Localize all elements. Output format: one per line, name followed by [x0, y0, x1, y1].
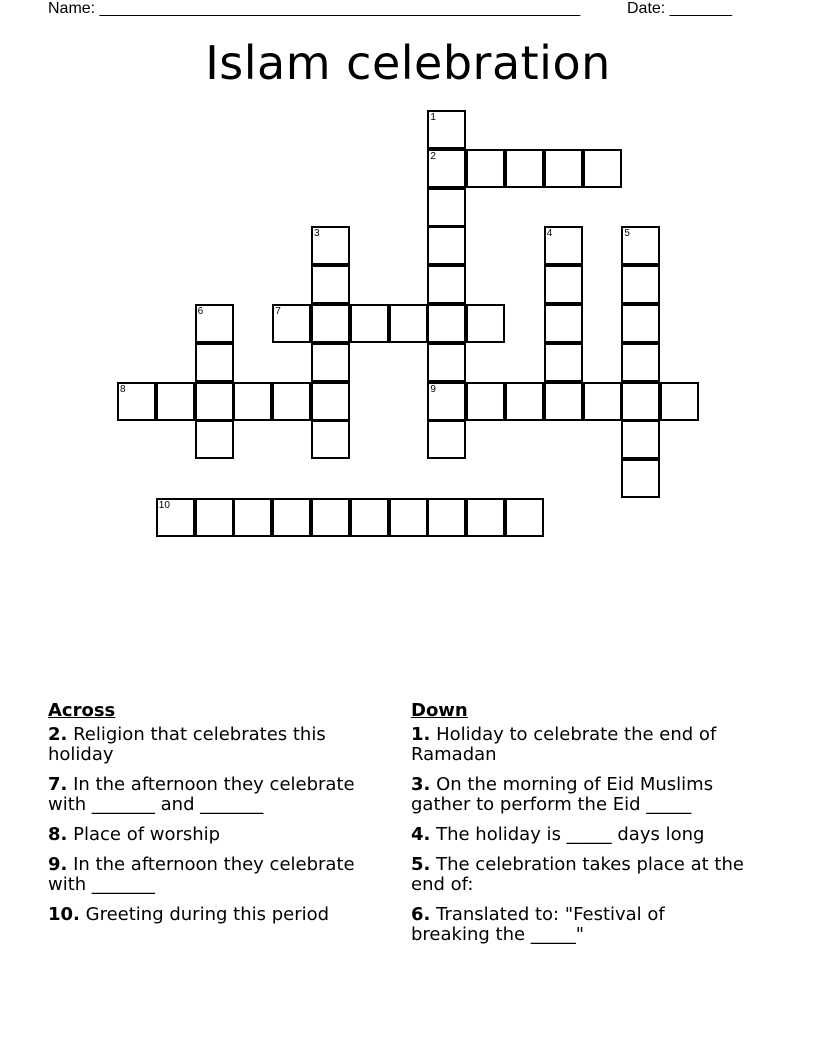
grid-cell[interactable]	[427, 265, 466, 304]
grid-cell[interactable]	[311, 343, 350, 382]
grid-cell[interactable]	[544, 304, 583, 343]
grid-cell[interactable]	[660, 382, 699, 421]
clue-number: 7.	[48, 774, 68, 795]
grid-cell[interactable]	[195, 420, 234, 459]
clue-text: Holiday to celebrate the end of Ramadan	[411, 724, 717, 765]
clue-text: In the afternoon they celebrate with _______	[48, 854, 355, 895]
clue-across-8	[48, 825, 366, 845]
grid-cell[interactable]	[427, 382, 466, 421]
grid-cell[interactable]	[156, 382, 195, 421]
clue-number: 4.	[411, 824, 431, 845]
clue-text: Place of worship	[73, 824, 221, 845]
grid-cell[interactable]	[466, 382, 505, 421]
grid-cell[interactable]	[311, 304, 350, 343]
clue-number: 3.	[411, 774, 431, 795]
grid-cell[interactable]	[350, 498, 389, 537]
clue-number: 10.	[48, 904, 80, 925]
grid-cell[interactable]	[233, 382, 272, 421]
clue-across-10	[48, 905, 366, 925]
cell-number: 10	[158, 500, 170, 511]
cell-number: 9	[430, 383, 436, 395]
grid-cell[interactable]	[466, 149, 505, 188]
page-title: Islam celebration	[205, 36, 611, 90]
clue-number: 8.	[48, 824, 68, 845]
cell-number: 1	[430, 112, 436, 123]
grid-cell[interactable]	[311, 382, 350, 421]
grid-cell[interactable]	[311, 498, 350, 537]
cell-number: 4	[546, 228, 553, 240]
grid-cell[interactable]	[233, 498, 272, 537]
grid-cell[interactable]	[466, 498, 505, 537]
cell-number: 2	[430, 150, 436, 162]
grid-cell[interactable]	[505, 382, 544, 421]
clue-down-5	[411, 855, 746, 895]
grid-cell[interactable]	[195, 498, 234, 537]
grid-cell[interactable]	[583, 149, 622, 188]
down-heading: Down	[411, 700, 468, 721]
grid-cell[interactable]	[389, 304, 428, 343]
clue-across-9	[48, 855, 366, 895]
cell-number: 3	[314, 228, 320, 240]
grid-cell[interactable]	[427, 149, 466, 188]
grid-cell[interactable]	[117, 382, 156, 421]
grid-cell[interactable]	[311, 226, 350, 265]
grid-cell[interactable]	[621, 265, 660, 304]
grid-cell[interactable]	[311, 420, 350, 459]
grid-cell[interactable]	[427, 498, 466, 537]
date-line: Date: _______	[627, 0, 732, 17]
grid-cell[interactable]	[621, 226, 660, 265]
clue-down-3	[411, 775, 746, 815]
clue-text: The celebration takes place at the end of:	[411, 854, 744, 895]
grid-cell[interactable]	[544, 265, 583, 304]
name-line: Name: ______________________________________________________	[48, 0, 581, 17]
grid-cell[interactable]	[427, 343, 466, 382]
grid-cell[interactable]	[272, 382, 311, 421]
clue-number: 2.	[48, 724, 68, 745]
grid-cell[interactable]	[195, 382, 234, 421]
grid-cell[interactable]	[427, 304, 466, 343]
grid-cell[interactable]	[427, 188, 466, 227]
cell-number: 6	[197, 306, 204, 317]
grid-cell[interactable]	[583, 382, 622, 421]
grid-cell[interactable]	[350, 304, 389, 343]
cell-number: 7	[275, 306, 281, 317]
clue-across-2	[48, 725, 366, 765]
grid-cell[interactable]	[505, 498, 544, 537]
clue-text: Greeting during this period	[85, 904, 330, 925]
grid-cell[interactable]	[544, 226, 583, 265]
clue-number: 1.	[411, 724, 431, 745]
cell-number: 5	[624, 228, 630, 240]
grid-cell[interactable]	[195, 343, 234, 382]
across-clues	[48, 701, 366, 935]
grid-cell[interactable]	[272, 498, 311, 537]
grid-cell[interactable]	[466, 304, 505, 343]
grid-cell[interactable]	[311, 265, 350, 304]
grid-cell[interactable]	[389, 498, 428, 537]
grid-cell[interactable]	[427, 110, 466, 149]
clue-number: 5.	[411, 854, 431, 875]
clue-number: 9.	[48, 854, 68, 875]
clue-text: The holiday is _____ days long	[436, 824, 705, 845]
grid-cell[interactable]	[505, 149, 544, 188]
grid-cell[interactable]	[544, 343, 583, 382]
grid-cell[interactable]	[621, 382, 660, 421]
grid-cell[interactable]	[621, 459, 660, 498]
grid-cell[interactable]	[544, 382, 583, 421]
grid-cell[interactable]	[621, 304, 660, 343]
clue-down-6	[411, 905, 746, 945]
clue-text: Religion that celebrates this holiday	[48, 724, 326, 765]
clue-text: In the afternoon they celebrate with _______ and _______	[48, 774, 355, 815]
clue-number: 6.	[411, 904, 431, 925]
clue-across-7	[48, 775, 366, 815]
down-clues	[411, 701, 746, 955]
clue-down-4	[411, 825, 746, 845]
grid-cell[interactable]	[272, 304, 311, 343]
grid-cell[interactable]	[621, 420, 660, 459]
cell-number: 8	[120, 383, 126, 395]
clue-down-1	[411, 725, 746, 765]
grid-cell[interactable]	[621, 343, 660, 382]
grid-cell[interactable]	[156, 498, 195, 537]
clue-text: On the morning of Eid Muslims gather to perform the Eid _____	[411, 774, 714, 815]
across-heading: Across	[48, 700, 116, 721]
grid-cell[interactable]	[427, 420, 466, 459]
grid-cell[interactable]	[195, 304, 234, 343]
grid-cell[interactable]	[427, 226, 466, 265]
clue-text: Translated to: "Festival of breaking the _____"	[411, 904, 665, 945]
grid-cell[interactable]	[544, 149, 583, 188]
